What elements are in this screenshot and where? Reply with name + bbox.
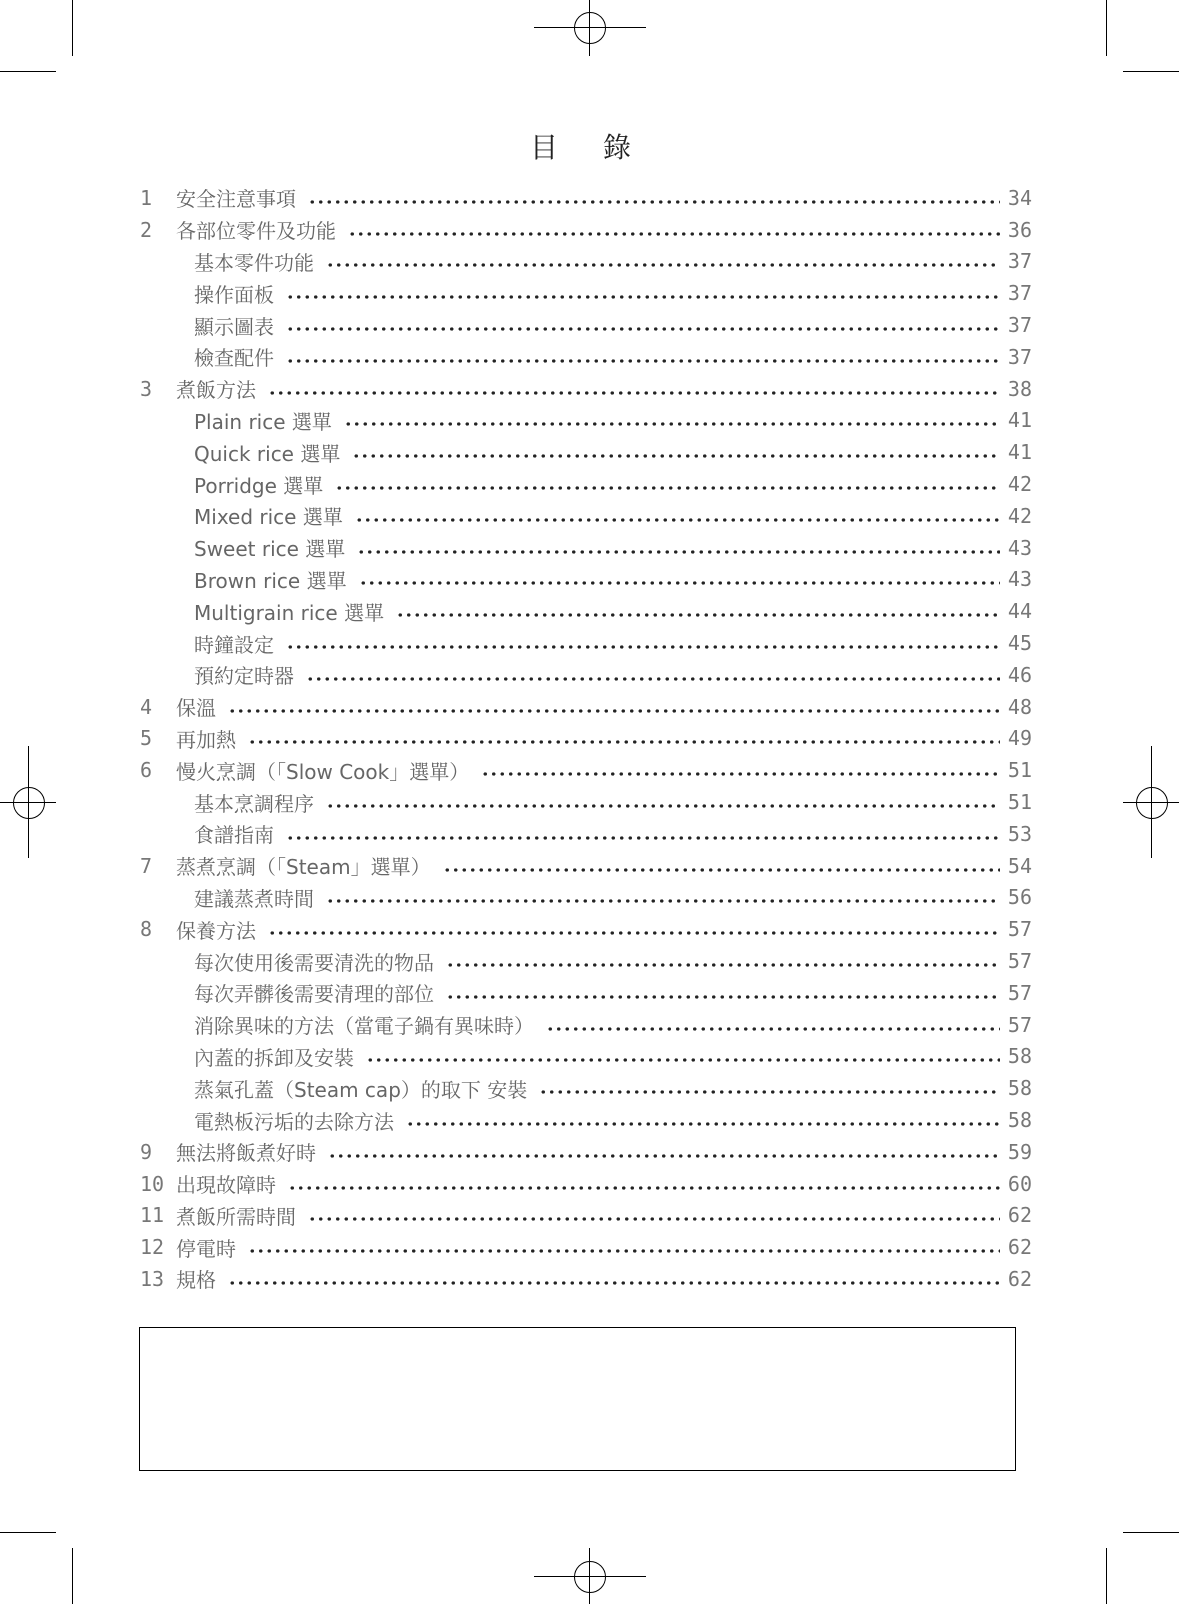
toc-entry-number: 2 [140, 217, 153, 242]
toc-entry[interactable] [140, 913, 1032, 945]
toc-entry[interactable] [140, 373, 1032, 405]
page-title: 目 錄 [530, 131, 649, 164]
toc-entry-page: 57 [1007, 980, 1032, 1005]
toc-entry-label: 安全注意事項 [176, 187, 296, 212]
toc-entry[interactable] [140, 500, 1032, 532]
toc-entry-number: 13 [140, 1266, 165, 1291]
toc-dot-leader [248, 740, 1000, 744]
toc-entry[interactable] [140, 1200, 1032, 1232]
toc-dot-leader [286, 359, 1000, 363]
toc-dot-leader [308, 200, 1000, 204]
toc-entry[interactable] [140, 1072, 1032, 1104]
toc-dot-leader [288, 1186, 1000, 1190]
toc-dot-leader [344, 422, 1000, 426]
toc-entry-page: 58 [1007, 1044, 1032, 1069]
toc-entry-number: 12 [140, 1235, 165, 1260]
toc-entry-page: 41 [1007, 408, 1032, 433]
toc-entry-page: 37 [1007, 249, 1032, 274]
toc-entry-label: 各部位零件及功能 [176, 219, 336, 244]
toc-entry-label: 再加熱 [176, 727, 236, 752]
toc-entry-label: 蒸煮烹調（「Steam」選單） [176, 855, 431, 880]
toc-entry[interactable] [140, 595, 1032, 627]
toc-entry-page: 42 [1007, 503, 1032, 528]
toc-entry[interactable] [140, 1231, 1032, 1263]
toc-dot-leader [228, 709, 1000, 713]
toc-entry-number: 1 [140, 185, 153, 210]
table-of-contents [140, 182, 1032, 1295]
toc-entry-number: 11 [140, 1203, 165, 1228]
toc-dot-leader [228, 1281, 1000, 1285]
toc-entry-page: 34 [1007, 185, 1032, 210]
toc-entry-page: 62 [1007, 1266, 1032, 1291]
toc-dot-leader [286, 645, 1000, 649]
toc-entry[interactable] [140, 468, 1032, 500]
toc-entry[interactable] [140, 754, 1032, 786]
toc-entry[interactable] [140, 691, 1032, 723]
toc-entry-label: 內蓋的拆卸及安裝 [194, 1045, 354, 1070]
toc-entry-label: 每次弄髒後需要清理的部位 [194, 982, 434, 1007]
toc-entry-label: 保養方法 [176, 918, 256, 943]
toc-entry[interactable] [140, 818, 1032, 850]
toc-entry-label: 操作面板 [194, 282, 274, 307]
toc-entry-page: 37 [1007, 281, 1032, 306]
toc-entry[interactable] [140, 882, 1032, 914]
toc-entry-label: 無法將飯煮好時 [176, 1141, 316, 1166]
toc-entry-page: 53 [1007, 821, 1032, 846]
toc-dot-leader [355, 518, 1000, 522]
toc-entry-page: 48 [1007, 694, 1032, 719]
toc-entry-label: 出現故障時 [176, 1173, 276, 1198]
toc-entry-page: 60 [1007, 1171, 1032, 1196]
toc-entry[interactable] [140, 1009, 1032, 1041]
toc-entry[interactable] [140, 532, 1032, 564]
toc-dot-leader [286, 836, 1000, 840]
toc-entry-label: 顯示圖表 [194, 314, 274, 339]
toc-entry[interactable] [140, 1263, 1032, 1295]
toc-entry-page: 54 [1007, 853, 1032, 878]
toc-dot-leader [306, 677, 1000, 681]
toc-entry-label: Mixed rice 選單 [194, 505, 343, 530]
toc-entry[interactable] [140, 977, 1032, 1009]
toc-entry[interactable] [140, 786, 1032, 818]
toc-entry[interactable] [140, 246, 1032, 278]
toc-entry-label: 停電時 [176, 1236, 236, 1261]
toc-dot-leader [396, 613, 1000, 617]
toc-dot-leader [446, 963, 1000, 967]
toc-entry[interactable] [140, 405, 1032, 437]
toc-entry-page: 57 [1007, 949, 1032, 974]
toc-dot-leader [348, 232, 1000, 236]
toc-entry-label: Quick rice 選單 [194, 441, 341, 466]
toc-entry-page: 42 [1007, 472, 1032, 497]
toc-dot-leader [481, 772, 1000, 776]
toc-entry[interactable] [140, 627, 1032, 659]
toc-entry-page: 59 [1007, 1139, 1032, 1164]
toc-entry-label: Multigrain rice 選單 [194, 600, 385, 625]
toc-entry-page: 58 [1007, 1108, 1032, 1132]
toc-entry[interactable] [140, 1041, 1032, 1073]
toc-entry[interactable] [140, 659, 1032, 691]
toc-entry-page: 62 [1007, 1203, 1032, 1228]
toc-entry-number: 3 [140, 376, 153, 401]
toc-entry-label: 保溫 [176, 696, 216, 721]
toc-entry[interactable] [140, 182, 1032, 214]
toc-entry-label: Brown rice 選單 [194, 568, 347, 593]
toc-entry-number: 9 [140, 1139, 153, 1164]
toc-entry[interactable] [140, 1136, 1032, 1168]
toc-dot-leader [286, 295, 1000, 299]
toc-entry[interactable] [140, 436, 1032, 468]
toc-entry-label: 消除異味的方法（當電子鍋有異味時） [194, 1014, 534, 1039]
toc-entry-label: 預約定時器 [194, 664, 294, 689]
toc-entry-label: 煮飯方法 [176, 378, 256, 403]
toc-dot-leader [335, 486, 1000, 490]
toc-dot-leader [308, 1217, 1000, 1221]
toc-entry[interactable] [140, 214, 1032, 246]
toc-entry[interactable] [140, 723, 1032, 755]
toc-entry-page: 49 [1007, 726, 1032, 751]
toc-dot-leader [326, 899, 1000, 903]
toc-entry-number: 8 [140, 917, 153, 942]
toc-entry-page: 41 [1007, 440, 1032, 465]
toc-dot-leader [248, 1249, 1000, 1253]
toc-entry-page: 46 [1007, 662, 1032, 687]
toc-dot-leader [366, 1058, 1000, 1062]
toc-entry-page: 43 [1007, 535, 1032, 560]
toc-entry-page: 51 [1007, 758, 1032, 783]
toc-entry[interactable] [140, 1168, 1032, 1200]
toc-entry-page: 37 [1007, 313, 1032, 338]
toc-entry[interactable] [140, 277, 1032, 309]
toc-entry[interactable] [140, 564, 1032, 596]
toc-dot-leader [268, 391, 1000, 395]
toc-entry[interactable] [140, 850, 1032, 882]
toc-entry-page: 44 [1007, 599, 1032, 624]
toc-entry-page: 57 [1007, 917, 1032, 942]
toc-entry-page: 38 [1007, 376, 1032, 401]
toc-entry-label: 煮飯所需時間 [176, 1204, 296, 1229]
toc-entry-page: 37 [1007, 344, 1032, 369]
toc-entry-label: 規格 [176, 1268, 216, 1293]
toc-entry-page: 58 [1007, 1076, 1032, 1101]
toc-entry-number: 5 [140, 726, 153, 751]
toc-entry-label: 食譜指南 [194, 823, 274, 848]
toc-entry-number: 10 [140, 1171, 165, 1196]
toc-entry-page: 56 [1007, 885, 1032, 910]
toc-dot-leader [326, 263, 1000, 267]
toc-dot-leader [359, 581, 1000, 585]
toc-entry[interactable] [140, 309, 1032, 341]
toc-entry[interactable] [140, 1104, 1032, 1136]
toc-entry-number: 7 [140, 853, 153, 878]
toc-dot-leader [443, 868, 1000, 872]
toc-entry-label: 基本烹調程序 [194, 791, 314, 816]
toc-entry-number: 4 [140, 694, 153, 719]
toc-entry-page: 36 [1007, 217, 1032, 242]
toc-dot-leader [446, 995, 1000, 999]
toc-dot-leader [406, 1122, 1000, 1126]
toc-entry-label: 蒸氣孔蓋（Steam cap）的取下 安裝 [194, 1077, 528, 1102]
toc-entry-label: 基本零件功能 [194, 250, 314, 275]
note-box [139, 1327, 1016, 1471]
toc-entry-label: 每次使用後需要清洗的物品 [194, 950, 434, 975]
toc-entry-page: 51 [1007, 790, 1032, 815]
toc-dot-leader [352, 454, 1000, 458]
toc-entry-label: 檢查配件 [194, 346, 274, 371]
toc-dot-leader [268, 931, 1000, 935]
toc-entry-label: 建議蒸煮時間 [194, 886, 314, 911]
toc-entry-page: 45 [1007, 631, 1032, 656]
toc-dot-leader [328, 1154, 1000, 1158]
toc-dot-leader [357, 550, 1000, 554]
toc-entry[interactable] [140, 945, 1032, 977]
toc-entry-label: 慢火烹調（「Slow Cook」選單） [176, 759, 470, 784]
toc-entry-label: 時鐘設定 [194, 632, 274, 657]
toc-entry-page: 62 [1007, 1235, 1032, 1260]
toc-entry-number: 6 [140, 758, 153, 783]
toc-entry[interactable] [140, 341, 1032, 373]
toc-entry-label: 電熱板污垢的去除方法 [194, 1109, 394, 1134]
toc-entry-label: Porridge 選單 [194, 473, 324, 498]
toc-entry-page: 43 [1007, 567, 1032, 592]
toc-entry-label: Plain rice 選單 [194, 409, 332, 434]
toc-dot-leader [539, 1090, 1000, 1094]
toc-entry-page: 57 [1007, 1012, 1032, 1037]
toc-entry-label: Sweet rice 選單 [194, 537, 346, 562]
toc-dot-leader [286, 327, 1000, 331]
toc-dot-leader [326, 804, 1000, 808]
toc-dot-leader [546, 1027, 1000, 1031]
